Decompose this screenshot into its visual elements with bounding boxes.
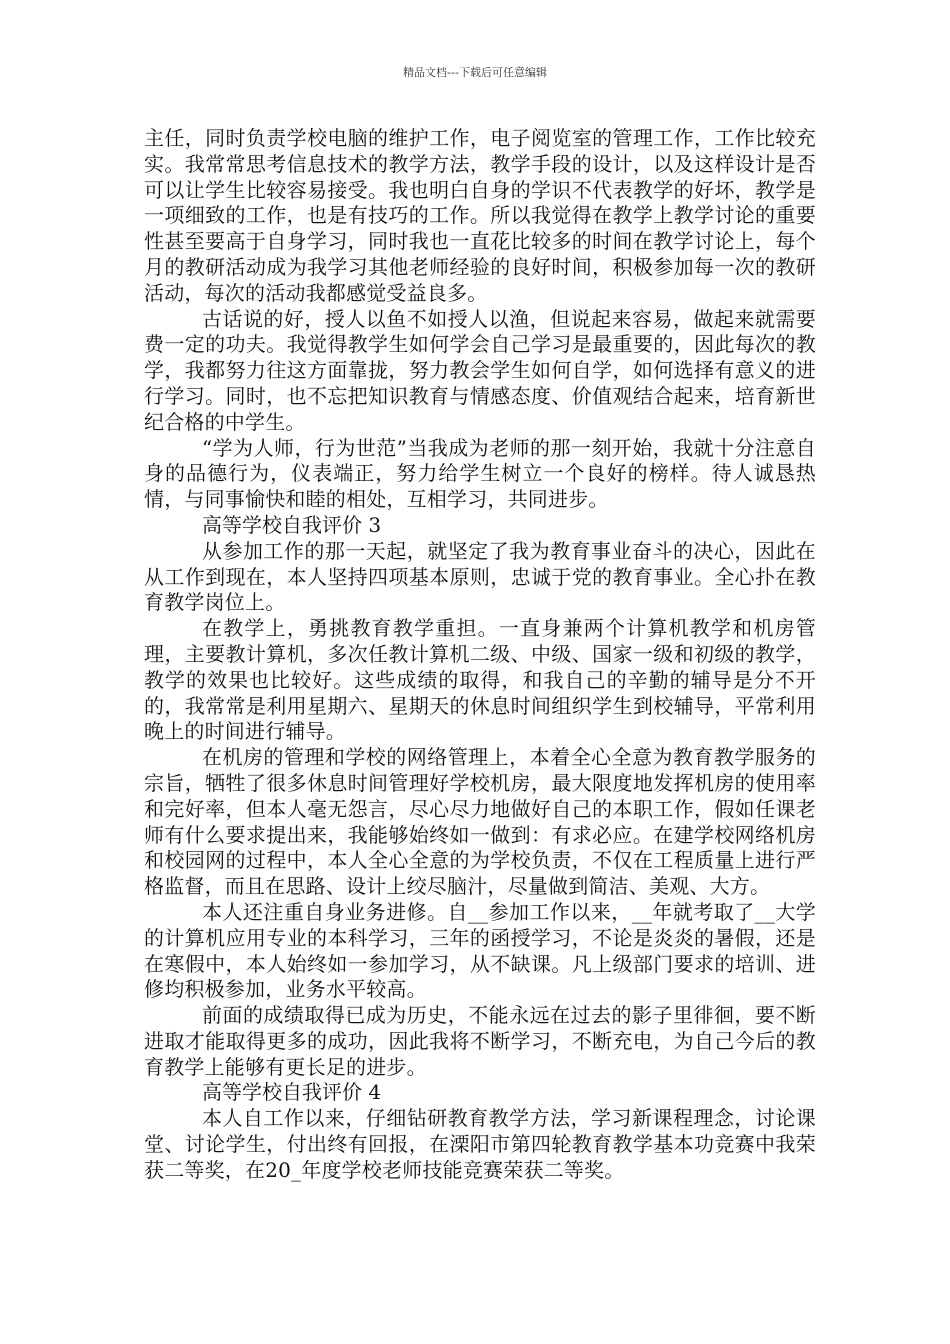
paragraph-3: “学为人师，行为世范”当我成为老师的那一刻开始，我就十分注意自身的品德行为，仪表端正，努力给学生树立一个良好的榜样。待人诚恳热情，与同事愉快和睦的相处，互相学习，共同进步。: [144, 435, 816, 512]
paragraph-5: 在教学上，勇挑教育教学重担。一直身兼两个计算机教学和机房管理，主要教计算机，多次任教计算机二级、中级、国家一级和初级的教学，教学的效果也比较好。这些成绩的取得，和我自己的辛勤的辅导是分不开的，我常常是利用星期六、星期天的休息时间组织学生到校辅导，平常利用晚上的时间进行辅导。: [144, 616, 816, 744]
document-body: [144, 126, 816, 1184]
page-header: 精品文档---下载后可任意编辑: [403, 66, 547, 79]
paragraph-1: 主任，同时负责学校电脑的维护工作，电子阅览室的管理工作，工作比较充实。我常常思考信息技术的教学方法，教学手段的设计，以及这样设计是否可以让学生比较容易接受。我也明白自身的学识不代表教学的好坏，教学是一项细致的工作，也是有技巧的工作。所以我觉得在教学上教学讨论的重要性甚至要高于自身学习，同时我也一直花比较多的时间在教学讨论上，每个月的教研活动成为我学习其他老师经验的良好时间，积极参加每一次的教研活动，每次的活动我都感觉受益良多。: [144, 126, 816, 305]
paragraph-2: 古话说的好，授人以鱼不如授人以渔，但说起来容易，做起来就需要费一定的功夫。我觉得教学生如何学会自己学习是最重要的，因此每次的教学，我都努力往这方面靠拢，努力教会学生如何自学，如何选择有意义的进行学习。同时，也不忘把知识教育与情感态度、价值观结合起来，培育新世纪合格的中学生。: [144, 306, 816, 434]
paragraph-4: 从参加工作的那一天起，就坚定了我为教育事业奋斗的决心，因此在从工作到现在，本人坚持四项基本原则，忠诚于党的教育事业。全心扑在教育教学岗位上。: [144, 538, 816, 615]
paragraph-6: 在机房的管理和学校的网络管理上，本着全心全意为教育教学服务的宗旨，牺牲了很多休息时间管理好学校机房，最大限度地发挥机房的使用率和完好率，但本人毫无怨言，尽心尽力地做好自己的本职工作，假如任课老师有什么要求提出来，我能够始终如一做到：有求必应。在建学校网络机房和校园网的过程中，本人全心全意的为学校负责，不仅在工程质量上进行严格监督，而且在思路、设计上绞尽脑汁，尽量做到简洁、美观、大方。: [144, 745, 816, 899]
section-heading-4: 高等学校自我评价 4: [202, 1080, 382, 1105]
paragraph-7: 本人还注重自身业务进修。自__参加工作以来，__年就考取了__大学的计算机应用专业的本科学习，三年的函授学习，不论是炎炎的暑假，还是在寒假中，本人始终如一参加学习，从不缺课。凡上级部门要求的培训、进修均积极参加，业务水平较高。: [144, 899, 816, 1002]
section-heading-3: 高等学校自我评价 3: [202, 512, 382, 537]
paragraph-8: 前面的成绩取得已成为历史，不能永远在过去的影子里徘徊，要不断进取才能取得更多的成功，因此我将不断学习，不断充电，为自己今后的教育教学上能够有更长足的进步。: [144, 1003, 816, 1079]
paragraph-9: 本人自工作以来，仔细钻研教育教学方法，学习新课程理念，讨论课堂、讨论学生，付出终有回报，在溧阳市第四轮教育教学基本功竞赛中我荣获二等奖，在20_年度学校老师技能竞赛荣获二等奖。: [144, 1106, 816, 1182]
